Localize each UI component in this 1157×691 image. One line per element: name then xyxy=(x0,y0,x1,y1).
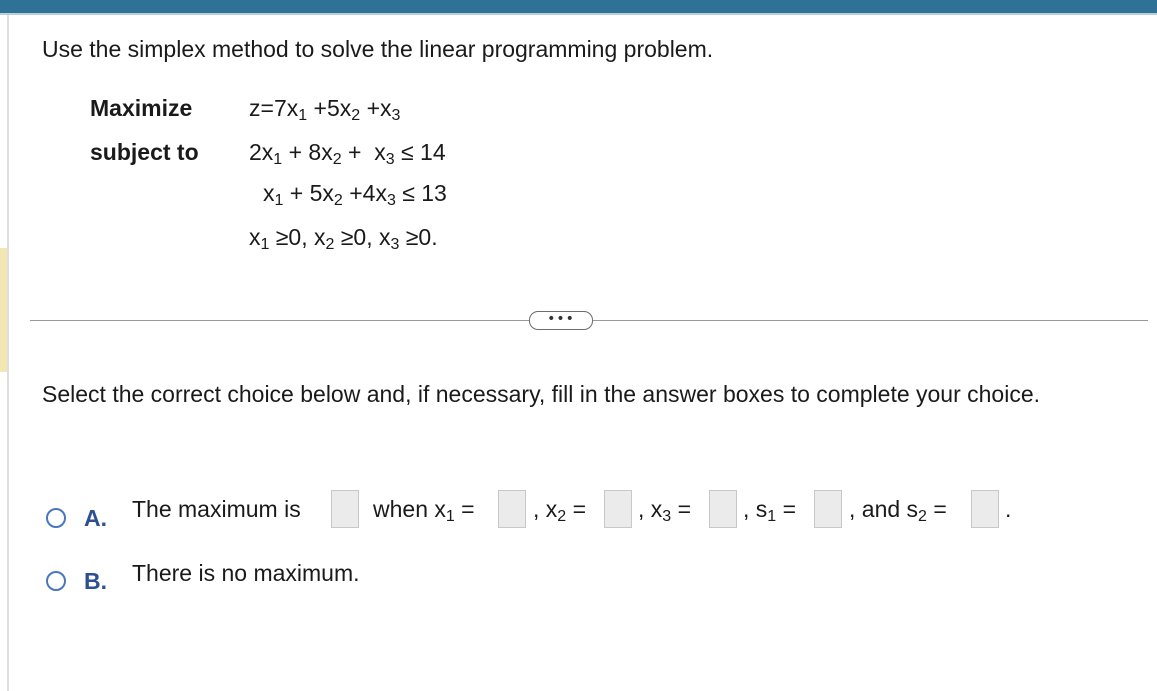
subject-to-label: subject to xyxy=(90,139,199,165)
option-a-s1: , $s_1$ = xyxy=(743,496,797,525)
top-bar-underline xyxy=(0,13,1157,15)
choice-prompt: Select the correct choice below and, if necessary, fill in the answer boxes to complete your choice. xyxy=(42,381,1041,407)
constraint-1: $2x_1 + 8x_2 + x_3 \le 14$ xyxy=(249,139,446,168)
s1-answer-box[interactable] xyxy=(814,490,842,528)
instruction-text: Use the simplex method to solve the linear programming problem. xyxy=(42,36,714,62)
s2-answer-box[interactable] xyxy=(971,490,999,528)
top-bar xyxy=(0,0,1157,13)
option-a-text: The maximum is xyxy=(132,496,301,522)
option-a-period: . xyxy=(1005,496,1012,522)
maximum-answer-box[interactable] xyxy=(331,490,359,528)
constraint-2: $x_1 + 5x_2 +4x_3 \le 13$ xyxy=(263,180,447,209)
option-a-s2: , and $s_2$ = xyxy=(849,496,947,525)
nonnegativity-constraints: $x_1 \ge 0$, $x_2 \ge 0$, $x_3 \ge 0$. xyxy=(249,224,438,253)
option-b-letter[interactable]: B. xyxy=(84,568,107,594)
left-highlight-tab xyxy=(0,248,7,372)
left-border xyxy=(7,15,9,691)
maximize-label: Maximize xyxy=(90,95,193,121)
option-a-radio[interactable] xyxy=(46,508,66,528)
option-b-text: There is no maximum. xyxy=(132,560,360,586)
option-b-radio[interactable] xyxy=(46,571,66,591)
option-a-x3: , $x_3$ = xyxy=(638,496,692,525)
option-a-letter[interactable]: A. xyxy=(84,505,107,531)
x2-answer-box[interactable] xyxy=(604,490,632,528)
option-a-x2: , $x_2$ = xyxy=(533,496,587,525)
more-options-button[interactable]: ••• xyxy=(529,311,593,330)
x1-answer-box[interactable] xyxy=(498,490,526,528)
x3-answer-box[interactable] xyxy=(709,490,737,528)
option-a-when-x1: when $x_1$ = xyxy=(373,496,475,525)
objective-function: $z=7x_1 +5x_2 +x_3$ xyxy=(249,95,401,124)
